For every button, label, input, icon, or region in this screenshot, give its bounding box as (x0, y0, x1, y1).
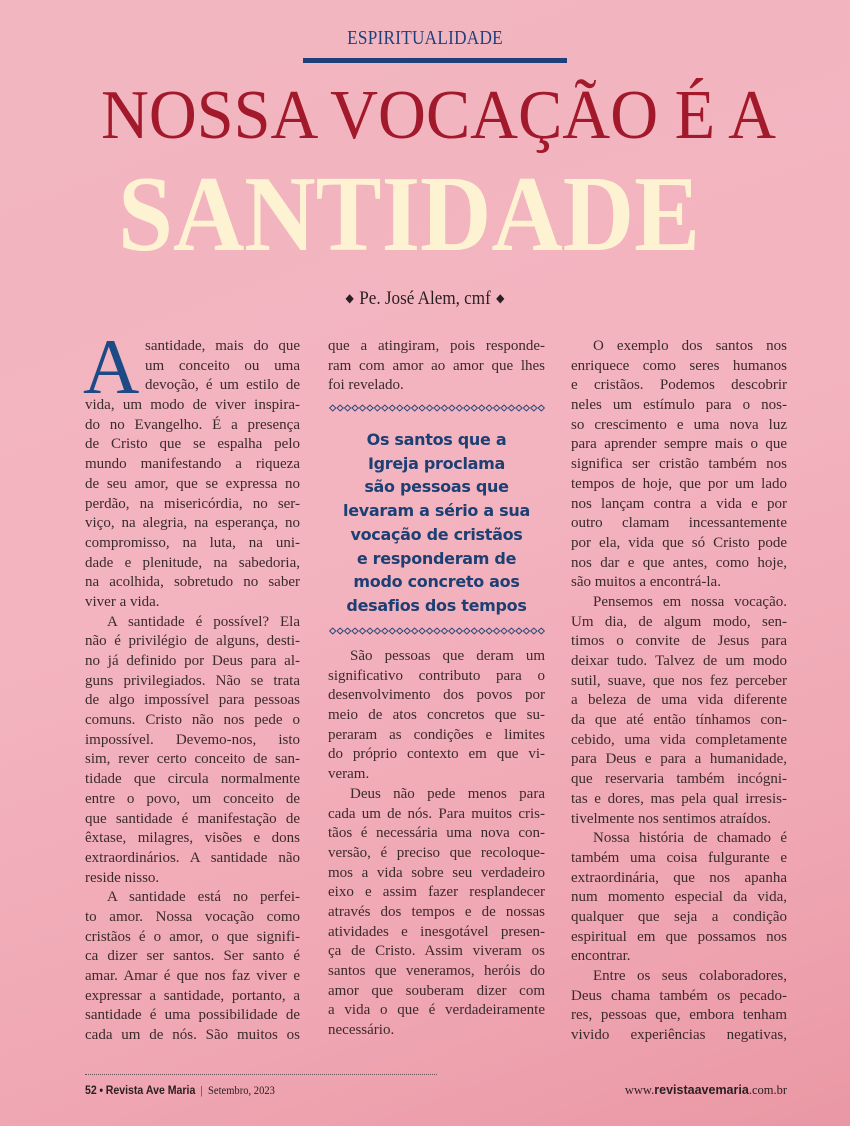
byline (43, 288, 808, 310)
text-line: cristãos é o amor, o que signifi- (85, 928, 300, 945)
text-line: impossível. Devemo-nos, isto (85, 731, 300, 748)
text-line: tidade que circula normalmente (85, 771, 300, 788)
text-line: Deus não pede menos para (350, 785, 545, 802)
text-line: qualquer que seja a condição (571, 908, 787, 925)
footer-dotted-rule (85, 1074, 437, 1075)
text-line: atividades e inesgotável presen- (328, 923, 545, 940)
pull-quote (328, 428, 545, 618)
diamond-icon: ◆ (496, 291, 505, 305)
text-line: também uma coisa fulgurante e (571, 849, 787, 866)
text-line: encontrar. (571, 948, 631, 965)
pull-quote-line: são pessoas que (364, 477, 509, 497)
footer-website[interactable] (625, 1083, 787, 1098)
url-prefix: www. (624, 1083, 655, 1097)
text-line: para Deus e para a humanidade, (571, 751, 787, 768)
text-line: nos lançam contra a vida e por (571, 495, 787, 512)
column-1 (83, 323, 300, 1046)
text-line: eixo e assim fazer resplandecer (328, 884, 545, 901)
text-line: são muitos a encontrá-la. (571, 574, 721, 591)
footer-issue-info (85, 1083, 275, 1098)
text-line: vida, um modo de viver inspira- (85, 397, 300, 414)
text-line: ram com amor ao amor que lhes (328, 357, 545, 374)
text-line: mos a vida sobre seu verdadeiro (328, 864, 545, 881)
text-line: êxtase, milagres, visões e dons (85, 830, 300, 847)
text-line: expressar a santidade, portanto, a (85, 987, 300, 1004)
footer-separator: | (200, 1083, 203, 1097)
drop-cap: A (83, 323, 140, 410)
text-line: a vida o que é verdadeiramente (328, 1002, 545, 1019)
text-line: sim, rever certo conceito de san- (85, 751, 300, 768)
text-line: tempos de hoje, que por um lado (571, 475, 787, 492)
text-line: veram. (328, 766, 370, 783)
text-line: amar. Amar é que nos faz viver e (85, 968, 300, 984)
article-title-line-1 (0, 66, 850, 154)
url-suffix: .com.br (748, 1083, 787, 1097)
text-line: comuns. Cristo não nos pede o (85, 712, 300, 729)
text-line: Deus chama também os pecado- (571, 987, 787, 1004)
text-line: cada um de nós. São muitos os (85, 1027, 300, 1044)
text-line: cebido, uma vida completamente (571, 731, 787, 748)
text-line: foi revelado. (328, 377, 404, 394)
text-line: um conceito ou uma (145, 357, 300, 374)
text-line: so crescimento e uma nova luz (571, 416, 787, 433)
text-line: entre o povo, um conceito de (85, 790, 300, 807)
text-line: A santidade está no perfei- (107, 889, 300, 906)
title-line-2: SANTIDADE (118, 155, 700, 274)
text-line: viço, na alegria, na esperança, no (85, 515, 300, 532)
text-line: guns privilegiados. Não se trata (85, 672, 300, 689)
url-brand: revistaavemaria (654, 1083, 749, 1097)
text-line: não é privilégio de alguns, desti- (85, 633, 300, 650)
text-line: para aprender sempre mais o que (571, 436, 787, 453)
text-line: ça de Cristo. Assim viveram os (328, 943, 545, 960)
text-line: de algo impossível para pessoas (85, 692, 300, 709)
text-line: de Cristo que se espalha pelo (85, 436, 300, 453)
text-line: que reservaria também incógni- (571, 771, 787, 788)
text-line: santos que veneramos, heróis do (328, 963, 545, 979)
text-line: do no Evangelho. É a presença (85, 416, 300, 433)
text-line: tas e dores, mas pela qual irresis- (571, 790, 787, 807)
text-line: e cristãos. Podemos descobrir (571, 377, 787, 394)
column-2-bottom (328, 647, 545, 1041)
pull-quote-line: levaram a sério a sua (343, 501, 530, 521)
text-line: A santidade é possível? Ela (107, 613, 300, 630)
text-line: dade e plenitude, na sabedoria, (85, 554, 300, 571)
text-line: de seu amor, que se expressa no (85, 475, 300, 492)
text-line: perdão, na misericórdia, no ser- (85, 495, 300, 512)
diamond-divider-bottom (329, 627, 545, 635)
text-line: que a atingiram, pois responde- (328, 338, 545, 354)
text-line: mundo manifestando a riqueza (85, 456, 300, 473)
title-line-1: NOSSA VOCAÇÃO É A (101, 77, 777, 154)
text-line: extraordinária, que nos apanha (571, 869, 787, 886)
text-line: compromisso, na luta, na uni- (85, 534, 300, 551)
text-line: reside nisso. (85, 869, 160, 886)
text-line: significativo contributo para o (328, 667, 545, 684)
text-line: ca dizer ser santos. Ser santo é (85, 948, 300, 965)
text-line: amor que souberam dizer com (328, 982, 545, 999)
text-line: versão, é preciso que recoloque- (328, 844, 545, 861)
text-line: a beleza de uma vida diferente (571, 692, 787, 709)
text-line: sutil, suave, que nos fez perceber (571, 672, 787, 689)
diamond-icon: ◆ (345, 291, 354, 305)
text-line: Pensemos em nossa vocação. (593, 593, 787, 610)
text-line: através dos tempos e de nossas (328, 903, 545, 920)
text-line: nos dar e que antes, como hoje, (571, 554, 787, 571)
text-line: santidade é uma possibilidade de (85, 1007, 300, 1024)
text-line: que santidade é manifestação de (85, 810, 300, 827)
text-line: vivido experiências negativas, (571, 1027, 787, 1044)
page-number: 52 (85, 1083, 97, 1097)
text-line: timos o convite de Jesus para (571, 633, 787, 650)
text-line: São pessoas que deram um (350, 648, 545, 664)
diamond-divider-top (329, 404, 545, 412)
text-line: to amor. Nossa vocação como (85, 908, 300, 925)
magazine-name: Revista Ave Maria (105, 1083, 196, 1097)
column-3 (571, 337, 787, 1046)
text-line: no já definido por Deus para al- (85, 653, 300, 669)
text-line: devoção, é um estilo de (145, 377, 300, 394)
column-2-top (328, 337, 545, 396)
text-line: espiritual em que possamos nos (571, 928, 787, 945)
text-line: da que até então tínhamos con- (571, 712, 787, 729)
text-line: cada um de nós. Para muitos cris- (328, 805, 545, 822)
text-line: significa ser cristão também nos (571, 456, 787, 473)
text-line: res, pessoas que, embora tenham (571, 1007, 787, 1024)
text-line: enriquece como seres humanos (571, 357, 787, 374)
section-label: ESPIRITUALIDADE (347, 27, 503, 49)
text-line: outro clamam incessantemente (571, 515, 787, 532)
text-line: Entre os seus colaboradores, (593, 968, 787, 984)
text-line: tivelmente nos sentimos atraídos. (571, 810, 771, 827)
text-line: meio de atos concretos que su- (328, 707, 545, 724)
issue-date: Setembro, 2023 (208, 1083, 275, 1097)
text-line: por ela, vida que só Cristo pode (571, 534, 787, 551)
text-line: tãos é necessária uma nova con- (328, 825, 545, 842)
text-line: peraram as condições e limites (328, 726, 545, 743)
text-line: Nossa história de chamado é (593, 830, 787, 847)
text-line: do próprio contexto em que vi- (328, 746, 545, 763)
pull-quote-line: Igreja proclama (367, 453, 506, 473)
text-line: necessário. (328, 1022, 395, 1039)
pull-quote-line: Os santos que a (366, 430, 507, 449)
text-line: num momento especial da vida, (571, 889, 787, 906)
text-line: na acolhida, sobretudo no saber (85, 574, 300, 591)
text-line: santidade, mais do que (145, 338, 300, 354)
pull-quote-line: desafios dos tempos (346, 595, 527, 615)
text-line: neles um estímulo para o nos- (571, 397, 787, 414)
text-line: viver a vida. (85, 593, 160, 610)
text-line: desenvolvimento dos povos por (328, 687, 545, 704)
article-title-line-2 (0, 154, 850, 280)
text-line: extraordinários. A santidade não (85, 849, 300, 866)
pull-quote-line: vocação de cristãos (350, 524, 523, 544)
text-line: O exemplo dos santos nos (593, 338, 787, 354)
footer-bullet: • (99, 1083, 104, 1097)
pull-quote-line: modo concreto aos (353, 572, 520, 592)
section-underline (303, 58, 567, 63)
pull-quote-line: e responderam de (356, 548, 517, 568)
text-line: Um dia, de algum modo, sen- (571, 613, 787, 630)
text-line: deixar tudo. Talvez de um modo (571, 653, 787, 669)
author-name: Pe. José Alem, cmf (359, 288, 491, 309)
